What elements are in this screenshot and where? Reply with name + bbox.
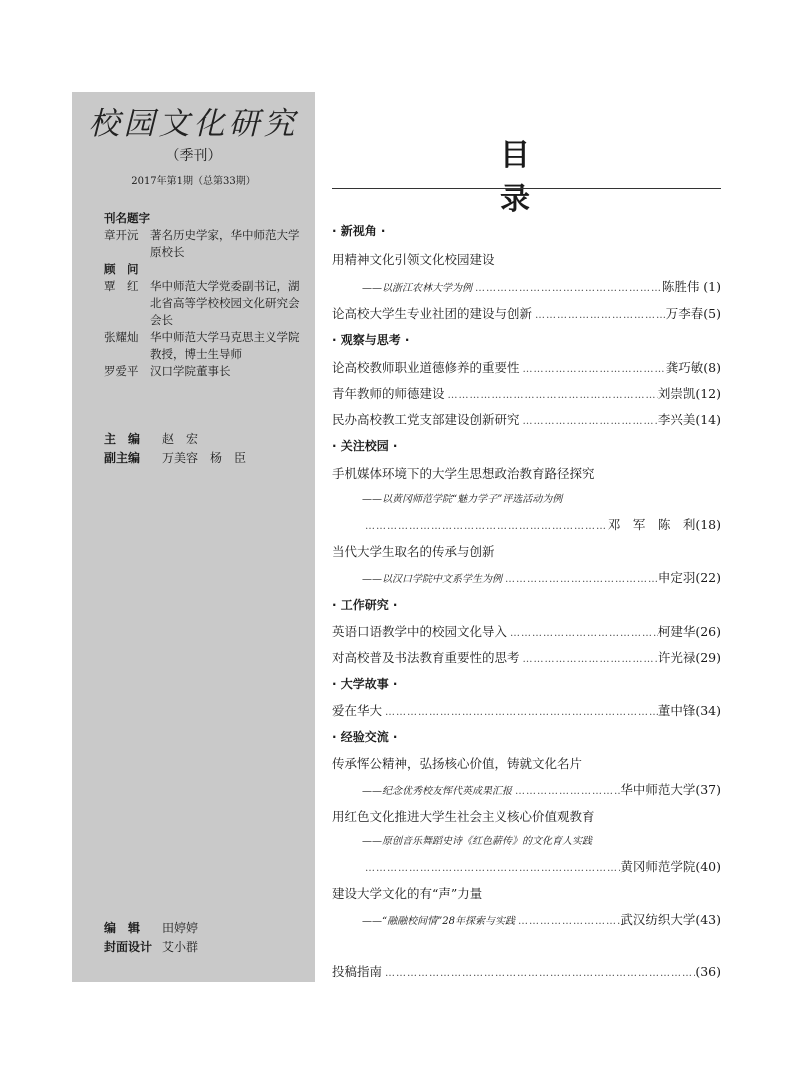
toc-entry[interactable] [332, 701, 721, 719]
toc-entry-author: 刘崇凯(12) [657, 386, 721, 401]
toc-entry[interactable] [332, 622, 721, 640]
toc-entry-subtitle: ——以黄冈师范学院“魅力学子”评选活动为例 [362, 494, 563, 505]
advisor-name: 罗爱平 [104, 364, 139, 378]
leader-dots [362, 521, 608, 532]
toc-entry[interactable] [332, 754, 721, 772]
section-heading: · 大学故事 · [332, 677, 398, 691]
toc-entry[interactable] [332, 304, 721, 322]
toc-entry[interactable] [332, 410, 721, 428]
deputy-editor-label: 副主编 [104, 451, 141, 465]
calligrapher-name: 章开沅 [104, 228, 139, 242]
toc-entry-author: 华中师范大学(37) [620, 782, 721, 797]
advisor-desc: 华中师范大学马克思主义学院教授，博士生导师 [150, 330, 300, 361]
section-heading: · 关注校园 · [332, 439, 398, 453]
toc-entry[interactable] [362, 515, 721, 533]
toc-entry-author: 柯建华(26) [657, 624, 721, 639]
section-heading: · 经验交流 · [332, 730, 398, 744]
toc-entry-author: 武汉纺织大学(43) [620, 912, 721, 927]
toc-entry-subtitle: ——纪念优秀校友恽代英成果汇报 [362, 786, 512, 797]
toc-divider [332, 188, 721, 189]
toc-entry[interactable] [332, 807, 721, 825]
leader-dots [520, 654, 658, 665]
advisors-label: 顾 问 [104, 262, 139, 276]
deputy-editor-names: 万美容 杨 臣 [162, 451, 247, 465]
leader-dots [507, 628, 658, 639]
toc-entry-title: 论高校教师职业道德修养的重要性 [332, 360, 520, 375]
toc-entry[interactable] [362, 490, 721, 505]
copyeditor-label: 编 辑 [104, 921, 141, 935]
toc-entry-title: 对高校普及书法教育重要性的思考 [332, 650, 520, 665]
toc-entry-subtitle: ——以浙江农林大学为例 [362, 283, 472, 294]
section-heading: · 新视角 · [332, 224, 386, 238]
toc-entry[interactable] [362, 568, 721, 586]
leader-dots [362, 863, 620, 874]
toc-entry-author: 黄冈师范学院(40) [620, 859, 721, 874]
cover-design-row [104, 938, 198, 957]
leader-dots [382, 707, 658, 718]
toc-entry[interactable] [362, 780, 721, 798]
toc-entry-title: 手机媒体环境下的大学生思想政治教育路径探究 [332, 466, 595, 481]
editor-name: 赵 宏 [162, 432, 199, 446]
issue-number: 2017年第1期（总第33期） [131, 176, 256, 187]
toc-entry-title: 青年教师的师德建设 [332, 386, 445, 401]
toc-entry-author: 许光禄(29) [657, 650, 721, 665]
advisor-name: 张耀灿 [104, 330, 139, 344]
toc-entry-title: 民办高校教工党支部建设创新研究 [332, 412, 520, 427]
leader-dots [382, 968, 695, 979]
toc-entry-subtitle: ——以汉口学院中文系学生为例 [362, 574, 502, 585]
editor-label: 主 编 [104, 432, 141, 446]
toc-entry[interactable] [332, 384, 721, 402]
toc-entry-author: 董中锋(34) [657, 703, 721, 718]
toc-entry[interactable] [332, 542, 721, 560]
leader-dots [445, 390, 658, 401]
toc-entry-subtitle: ——“融融校间情”28年探索与实践 [362, 916, 515, 927]
toc-entry-title: 论高校大学生专业社团的建设与创新 [332, 306, 533, 321]
advisor-desc: 华中师范大学党委副书记，湖北省高等学校校园文化研究会会长 [150, 279, 300, 327]
leader-dots [472, 283, 662, 294]
cover-designer-name: 艾小群 [162, 940, 199, 954]
staff-list [104, 210, 309, 380]
deputy-editor-row [104, 449, 246, 468]
calligraphy-label: 刊名题字 [104, 211, 150, 225]
leader-dots [532, 310, 666, 321]
section-heading: · 工作研究 · [332, 598, 398, 612]
leader-dots [520, 364, 666, 375]
toc-entry[interactable] [362, 832, 721, 847]
toc-entry[interactable] [332, 648, 721, 666]
leader-dots [520, 416, 658, 427]
copyeditor-name: 田婷婷 [162, 921, 199, 935]
toc-heading: 目 录 [500, 138, 620, 217]
toc-entry-title: 传承恽公精神，弘扬核心价值，铸就文化名片 [332, 756, 583, 771]
masthead-sidebar [72, 92, 315, 982]
toc-entry[interactable] [332, 358, 721, 376]
editors-block [104, 430, 246, 468]
leader-dots [512, 786, 620, 797]
advisor-row [104, 363, 309, 380]
advisor-desc: 汉口学院董事长 [150, 364, 231, 378]
toc-entry[interactable] [332, 464, 721, 482]
advisor-name: 覃 红 [104, 279, 139, 293]
section-heading: · 观察与思考 · [332, 333, 410, 347]
toc-entry[interactable] [332, 884, 721, 902]
toc-entry[interactable] [332, 962, 721, 980]
journal-frequency: （季刊） [165, 148, 222, 164]
toc-entry-author: 龚巧敏(8) [665, 360, 721, 375]
copyeditor-row [104, 919, 198, 938]
calligrapher-row [104, 227, 309, 261]
calligrapher-desc: 著名历史学家，华中师范大学原校长 [150, 228, 300, 259]
toc-entry-title: 用精神文化引领文化校园建设 [332, 252, 495, 267]
toc-entry-subtitle: ——原创音乐舞蹈史诗《红色薪传》的文化育人实践 [362, 836, 592, 847]
advisor-row [104, 329, 309, 363]
leader-dots [502, 574, 658, 585]
toc-entry-title: 建设大学文化的有“声”力量 [332, 886, 483, 901]
toc-entry-title: 用红色文化推进大学生社会主义核心价值观教育 [332, 809, 595, 824]
toc-entry[interactable] [332, 250, 721, 268]
production-block [104, 919, 198, 957]
toc-entry-title: 英语口语教学中的校园文化导入 [332, 624, 508, 639]
journal-title: 校园文化研究 [88, 106, 299, 142]
toc-entry[interactable] [362, 857, 721, 875]
toc-entry-author: 申定羽(22) [657, 570, 721, 585]
toc-entry-author: 邓 军 陈 利(18) [607, 517, 721, 532]
cover-design-label: 封面设计 [104, 940, 153, 954]
toc-entry-title: 当代大学生取名的传承与创新 [332, 544, 495, 559]
editor-row [104, 430, 246, 449]
toc-entry-page: (36) [695, 964, 721, 979]
toc-entry-author: 万李春(5) [665, 306, 721, 321]
toc-entry-title: 爱在华大 [332, 703, 383, 718]
leader-dots [515, 916, 620, 927]
toc-entry-author: 李兴美(14) [657, 412, 721, 427]
toc-entry[interactable] [362, 277, 721, 295]
toc-entry-author: 陈胜伟 (1) [661, 279, 721, 294]
advisor-row [104, 278, 309, 329]
toc-entry[interactable] [362, 910, 721, 928]
toc-entry-title: 投稿指南 [332, 964, 383, 979]
